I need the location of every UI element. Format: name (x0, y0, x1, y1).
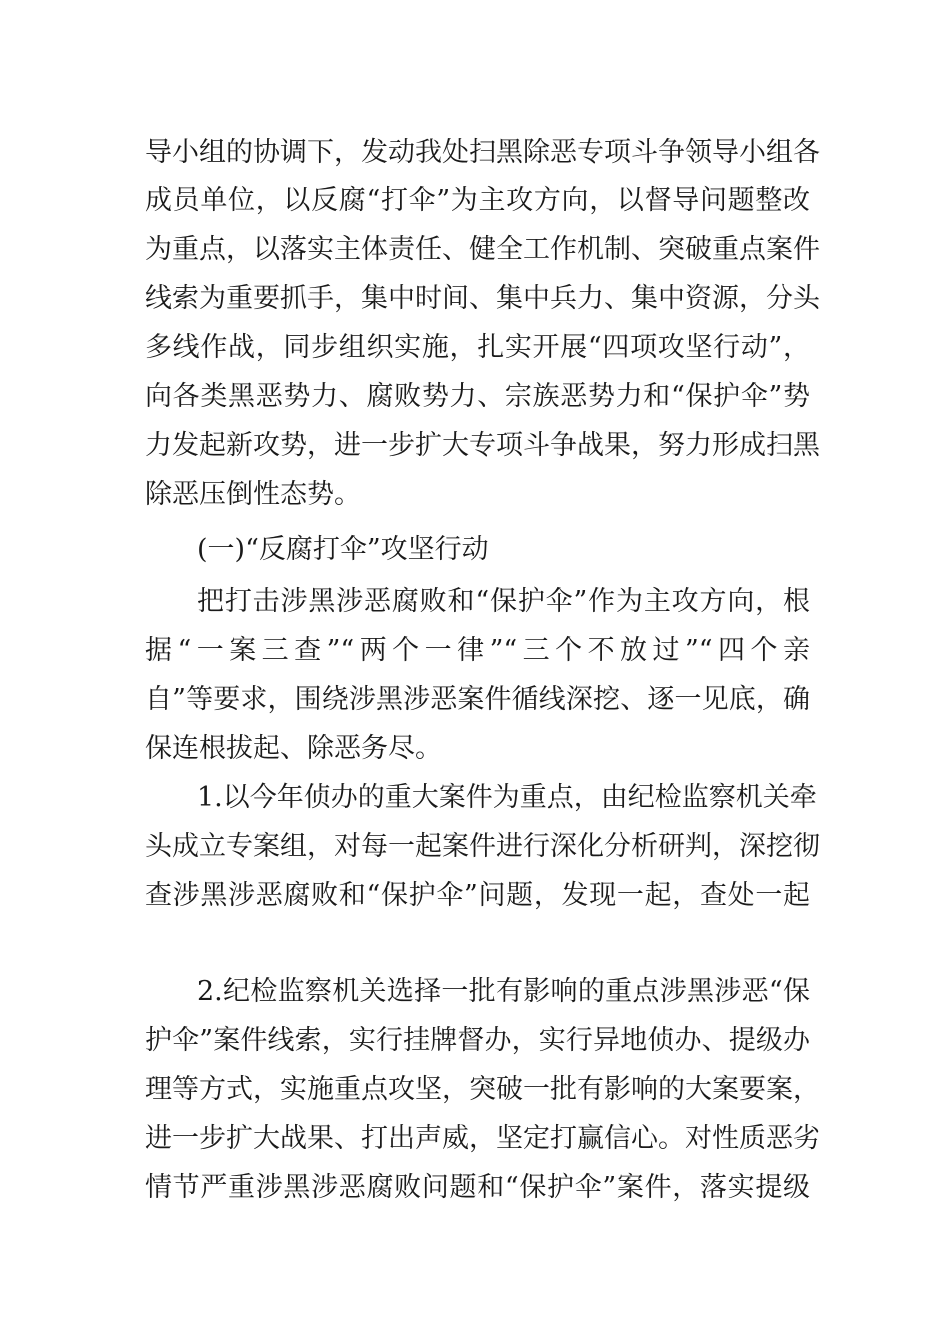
section-heading: (一)“反腐打伞”攻坚行动 (197, 534, 489, 565)
text-line: 2.纪检监察机关选择一批有影响的重点涉黑涉恶“保 (197, 976, 810, 1007)
text-line: 把打击涉黑涉恶腐败和“保护伞”作为主攻方向，根 (197, 586, 810, 617)
text-line: 向各类黑恶势力、腐败势力、宗族恶势力和“保护伞”势 (145, 381, 810, 412)
text-line: 1.以今年侦办的重大案件为重点，由纪检监察机关牵 (197, 782, 817, 813)
text-line: 多线作战，同步组织实施，扎实开展“四项攻坚行动”， (145, 332, 810, 363)
text-line: 为重点，以落实主体责任、健全工作机制、突破重点案件 (145, 234, 820, 265)
text-line: 头成立专案组，对每一起案件进行深化分析研判，深挖彻 (145, 831, 820, 862)
text-line: 据“一案三查”“两个一律”“三个不放过”“四个亲 (145, 635, 810, 666)
text-line: 进一步扩大战果、打出声威，坚定打赢信心。对性质恶劣 (145, 1123, 820, 1154)
text-line: 护伞”案件线索，实行挂牌督办，实行异地侦办、提级办 (145, 1025, 810, 1056)
text-line: 除恶压倒性态势。 (145, 479, 361, 510)
text-line: 保连根拔起、除恶务尽。 (145, 733, 442, 764)
text-line: 成员单位，以反腐“打伞”为主攻方向，以督导问题整改 (145, 185, 810, 216)
text-line: 导小组的协调下，发动我处扫黑除恶专项斗争领导小组各 (145, 137, 820, 168)
text-line: 线索为重要抓手，集中时间、集中兵力、集中资源，分头 (145, 283, 820, 314)
text-line: 力发起新攻势，进一步扩大专项斗争战果，努力形成扫黑 (145, 430, 820, 461)
text-line: 自”等要求，围绕涉黑涉恶案件循线深挖、逐一见底，确 (145, 684, 810, 715)
text-line: 情节严重涉黑涉恶腐败问题和“保护伞”案件，落实提级 (145, 1172, 810, 1203)
text-line: 查涉黑涉恶腐败和“保护伞”问题，发现一起，查处一起 (145, 880, 810, 911)
text-line: 理等方式，实施重点攻坚，突破一批有影响的大案要案， (145, 1074, 820, 1105)
